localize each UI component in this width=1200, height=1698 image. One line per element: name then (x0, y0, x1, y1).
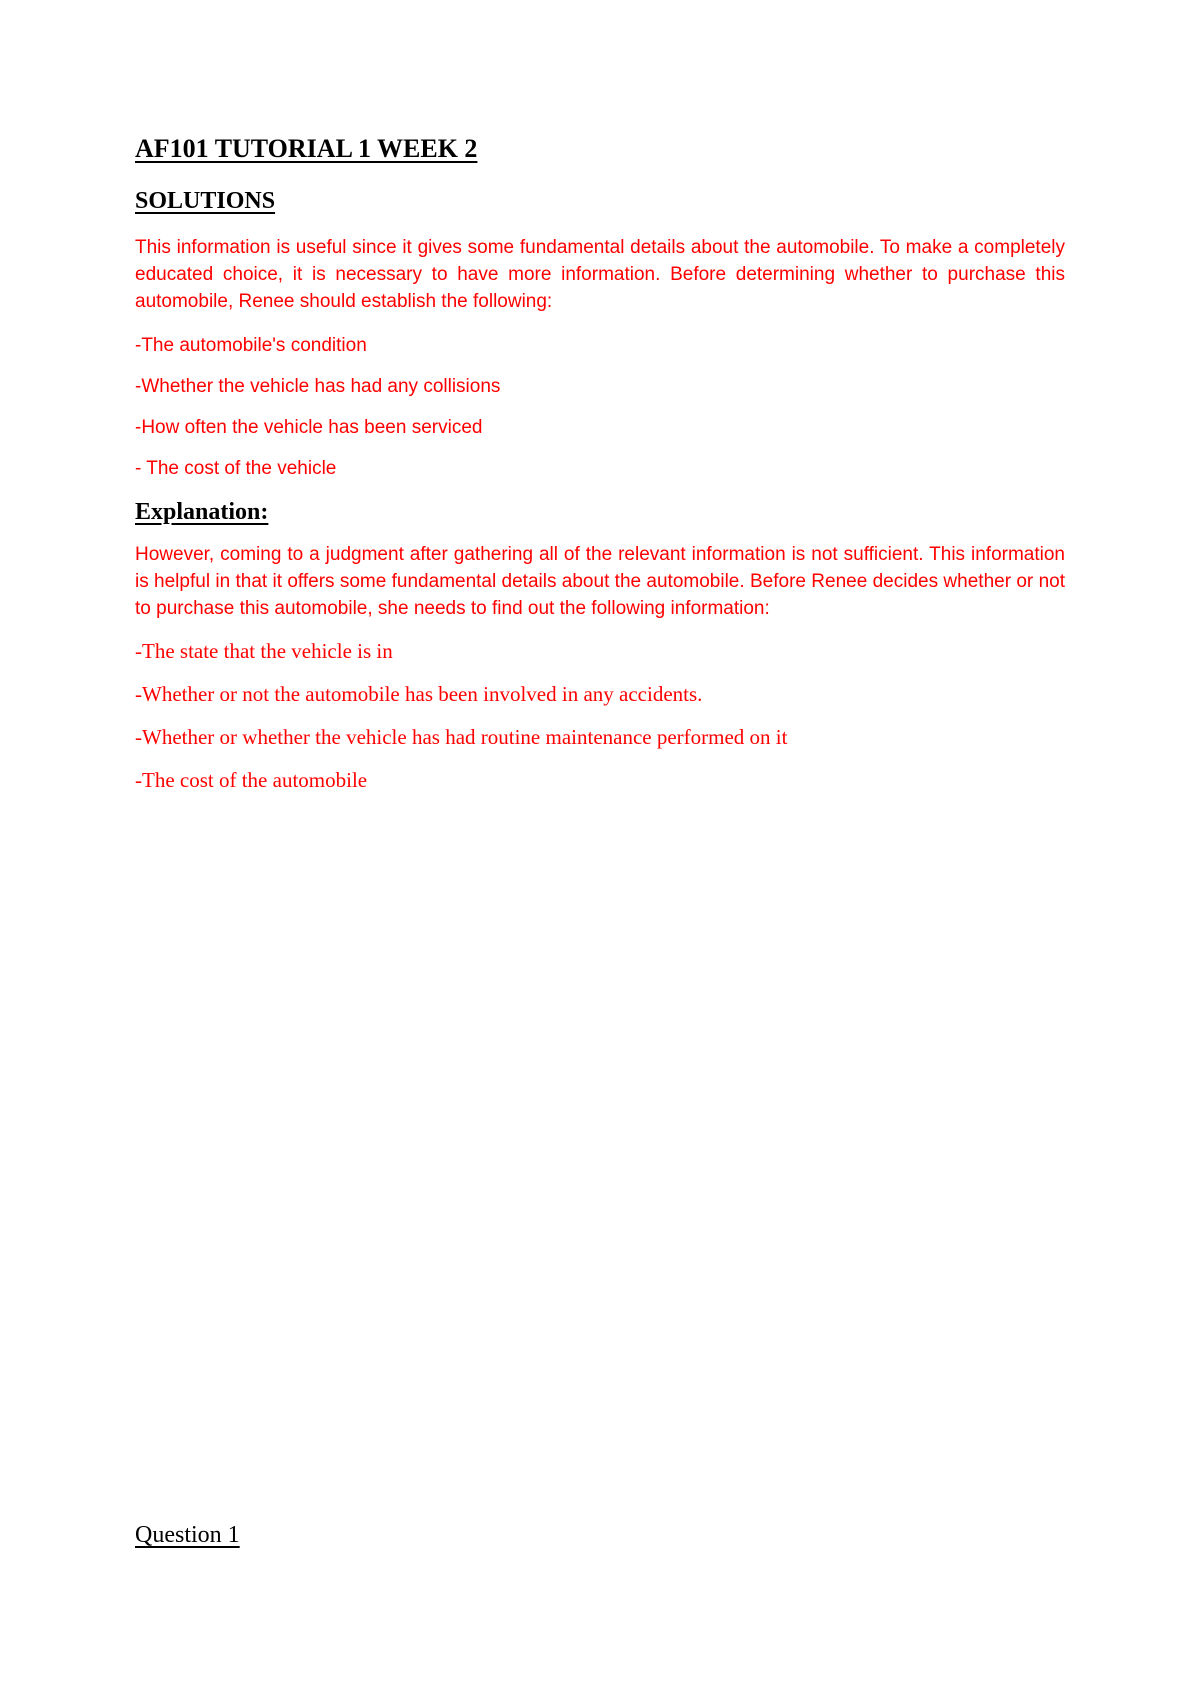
explanation-item-maintenance: -Whether or whether the vehicle has had routine maintenance performed on it (135, 724, 788, 749)
explanation-heading: Explanation: (135, 498, 269, 525)
explanation-item-state: -The state that the vehicle is in (135, 638, 393, 663)
solution-item-serviced: -How often the vehicle has been serviced (135, 416, 483, 438)
solution-item-collisions: -Whether the vehicle has had any collisions (135, 375, 501, 397)
solution-item-condition: -The automobile's condition (135, 334, 367, 356)
solutions-heading: SOLUTIONS (135, 187, 276, 214)
explanation-item-cost: -The cost of the automobile (135, 767, 368, 792)
solution-intro-paragraph: This information is useful since it gives some fundamental details about the automobile. To make a completely educated choice, it is necessary to have more information. Before determining whether to purchase this automobile, Renee should establish the following: (135, 236, 1065, 312)
page-title: AF101 TUTORIAL 1 WEEK 2 (135, 134, 478, 163)
explanation-paragraph: However, coming to a judgment after gathering all of the relevant information is not sufficient. This information is helpful in that it offers some fundamental details about the automobile. Before Renee decides whether or not to purchase this automobile, she needs to find out the following information: (135, 543, 1065, 619)
solution-item-cost: - The cost of the vehicle (135, 457, 337, 479)
question-1-heading: Question 1 (135, 1521, 240, 1548)
explanation-item-accidents: -Whether or not the automobile has been involved in any accidents. (135, 681, 703, 706)
